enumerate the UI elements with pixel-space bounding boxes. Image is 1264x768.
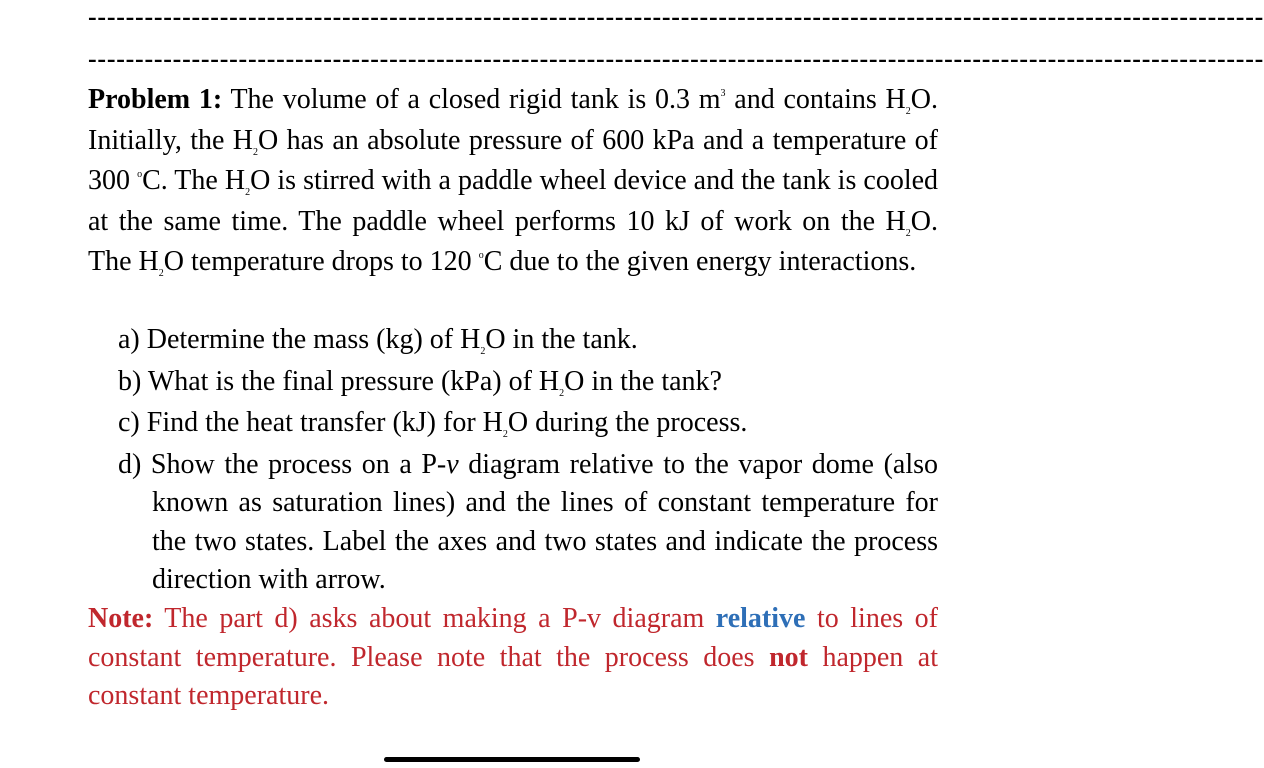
subscript-2: 2 <box>253 146 259 158</box>
separator-dashes-top: ----------------------------------------------------------------------------------------------------------------------------- <box>88 2 1264 31</box>
problem-text: and contains H <box>725 84 906 115</box>
part-b-text: O in the tank? <box>564 365 722 397</box>
degree-symbol: o <box>137 169 143 180</box>
note-label: Note: <box>88 603 154 634</box>
part-c-text: O during the process. <box>507 407 748 438</box>
problem-statement <box>88 80 938 283</box>
note-emphasis-relative: relative <box>715 603 806 634</box>
subscript-2: 2 <box>245 187 251 198</box>
note-text: The part d) asks about making a P-v diagram <box>153 603 716 634</box>
problem-parts-list <box>118 321 938 603</box>
problem-text: O is stirred with a paddle wheel device and the tank is cooled at the same time. The paddle wheel performs 10 kJ of work on the H <box>88 165 939 237</box>
part-b-text: b) What is the final pressure (kPa) of H <box>118 365 560 397</box>
part-b <box>118 363 938 402</box>
part-a <box>118 321 938 360</box>
subscript-2: 2 <box>502 429 508 440</box>
problem-text: The volume of a closed rigid tank is 0.3 m <box>222 84 721 115</box>
part-d <box>118 446 938 600</box>
cubic-exponent: 3 <box>720 88 726 99</box>
home-indicator-bar <box>384 757 640 762</box>
problem-text: O. Initially, the H <box>88 84 938 156</box>
note-text: happen at constant temperature. <box>88 641 938 711</box>
problem-text: C. The H <box>142 165 246 196</box>
part-a-text: a) Determine the mass (kg) of H <box>118 324 481 355</box>
subscript-2: 2 <box>480 346 486 357</box>
part-c <box>118 404 938 443</box>
specific-volume-symbol: v <box>446 448 459 480</box>
problem-text: O has an absolute pressure of 600 kPa and a temperature of 300 <box>88 124 939 196</box>
note-text: to lines of constant temperature. Please note that the process does <box>88 603 938 673</box>
part-d-text: d) Show the process on a P- <box>118 448 447 480</box>
problem-text: O. The H <box>88 205 938 277</box>
part-c-text: c) Find the heat transfer (kJ) for H <box>118 407 503 438</box>
subscript-2: 2 <box>559 387 565 399</box>
note-emphasis-not: not <box>769 641 808 673</box>
subscript-2: 2 <box>905 227 911 239</box>
degree-symbol: o <box>478 250 484 261</box>
separator-dashes-short: ----------------------------------------------------------------------------------------------------------------------------- <box>88 44 1264 73</box>
problem-label: Problem 1: <box>88 84 223 115</box>
note-paragraph <box>88 600 938 716</box>
subscript-2: 2 <box>905 106 911 117</box>
problem-text: C due to the given energy interactions. <box>483 246 917 277</box>
part-d-text: diagram relative to the vapor dome (also known as saturation lines) and the lines of constant temperature for the two states. Label the axes and two states and indicate the process direction with arrow. <box>152 448 939 595</box>
problem-text: O temperature drops to 120 <box>163 246 479 277</box>
part-a-text: O in the tank. <box>485 324 638 355</box>
subscript-2: 2 <box>158 268 164 279</box>
